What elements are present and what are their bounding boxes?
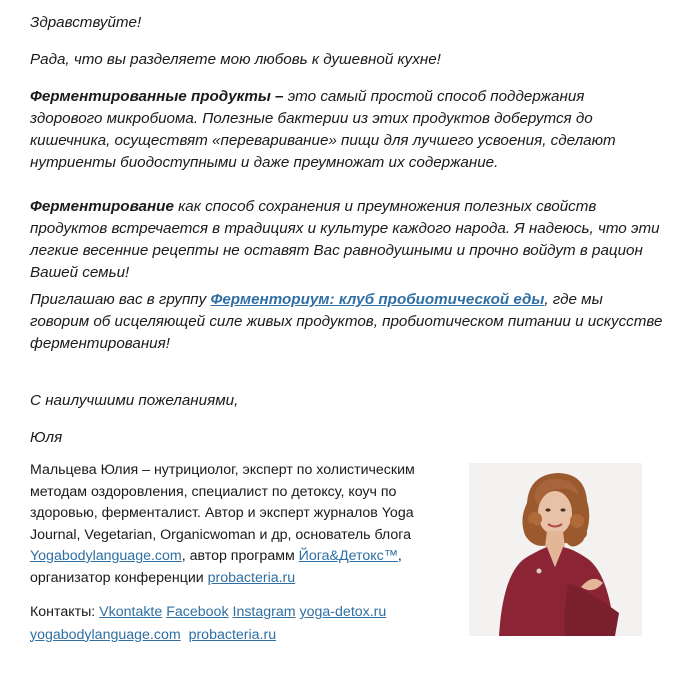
bio-text-3: , организатор конференции (30, 548, 402, 586)
contact-link-yoga-detox[interactable]: yoga-detox.ru (299, 604, 387, 620)
contact-link-facebook[interactable]: Facebook (166, 604, 229, 620)
author-photo (469, 463, 642, 636)
signature-name: Юля (30, 429, 63, 446)
invite-paragraph (30, 289, 666, 355)
closing-line: С наилучшими пожеланиями, (30, 392, 239, 409)
fermentorium-group-link[interactable]: Ферменториум: клуб пробиотической еды (210, 291, 545, 308)
paragraph-fermentation (30, 196, 660, 284)
paragraph-fermented-products-bold: Ферментированные продукты – (30, 88, 284, 105)
paragraph-fermentation-bold: Ферментирование (30, 198, 174, 215)
contact-link-instagram[interactable]: Instagram (232, 604, 296, 620)
paragraph-fermentation-text: как способ сохранения и преумножения полезных свойств продуктов встречается в традициях и культуре каждого народа. Я надеюсь, что эти легкие весенние рецепты не оставят Вас равнодушными и прочно войдут в рацион Вашей семьи! (30, 198, 660, 281)
greeting: Здравствуйте! (30, 14, 142, 31)
paragraph-fermented-products-text: это самый простой способ поддержания здорового микробиома. Полезные бактерии из этих продуктов доберутся до кишечника, осуществят «переваривание» пищи для лучшего усвоения, сделают нутриенты биодоступными и даже преумножат их содержание. (30, 88, 616, 171)
paragraph-fermented-products (30, 86, 660, 174)
program-link[interactable]: Йога&Детокс™ (298, 548, 398, 564)
bio-text-2: , автор программ (181, 548, 299, 564)
invite-text-before: Приглашаю вас в группу (30, 291, 211, 308)
blog-link[interactable]: Yogabodylanguage.com (30, 548, 182, 564)
author-portrait-illustration (469, 463, 642, 636)
contact-link-vkontakte[interactable]: Vkontakte (99, 604, 163, 620)
conference-link[interactable]: probacteria.ru (207, 569, 296, 586)
intro-line: Рада, что вы разделяете мою любовь к душевной кухне! (30, 51, 441, 68)
contacts-label: Контакты: (30, 604, 100, 620)
invite-text-after: , где мы говорим об исцеляющей силе живых продуктов, пробиотическом питании и искусстве ферментирования! (30, 291, 663, 352)
contact-link-probacteria[interactable]: probacteria.ru (188, 626, 277, 643)
author-bio (30, 460, 460, 589)
contact-link-yogabodylanguage[interactable]: yogabodylanguage.com (30, 626, 181, 643)
bio-text-1: Мальцева Юлия – нутрициолог, эксперт по холистическим методам оздоровления, специалист по детоксу, коуч по здоровью, ферменталист. Автор и эксперт журналов Yoga Journal, Vegetarian, Organicwoman и др, основатель блога (30, 462, 415, 543)
contacts (30, 601, 460, 646)
